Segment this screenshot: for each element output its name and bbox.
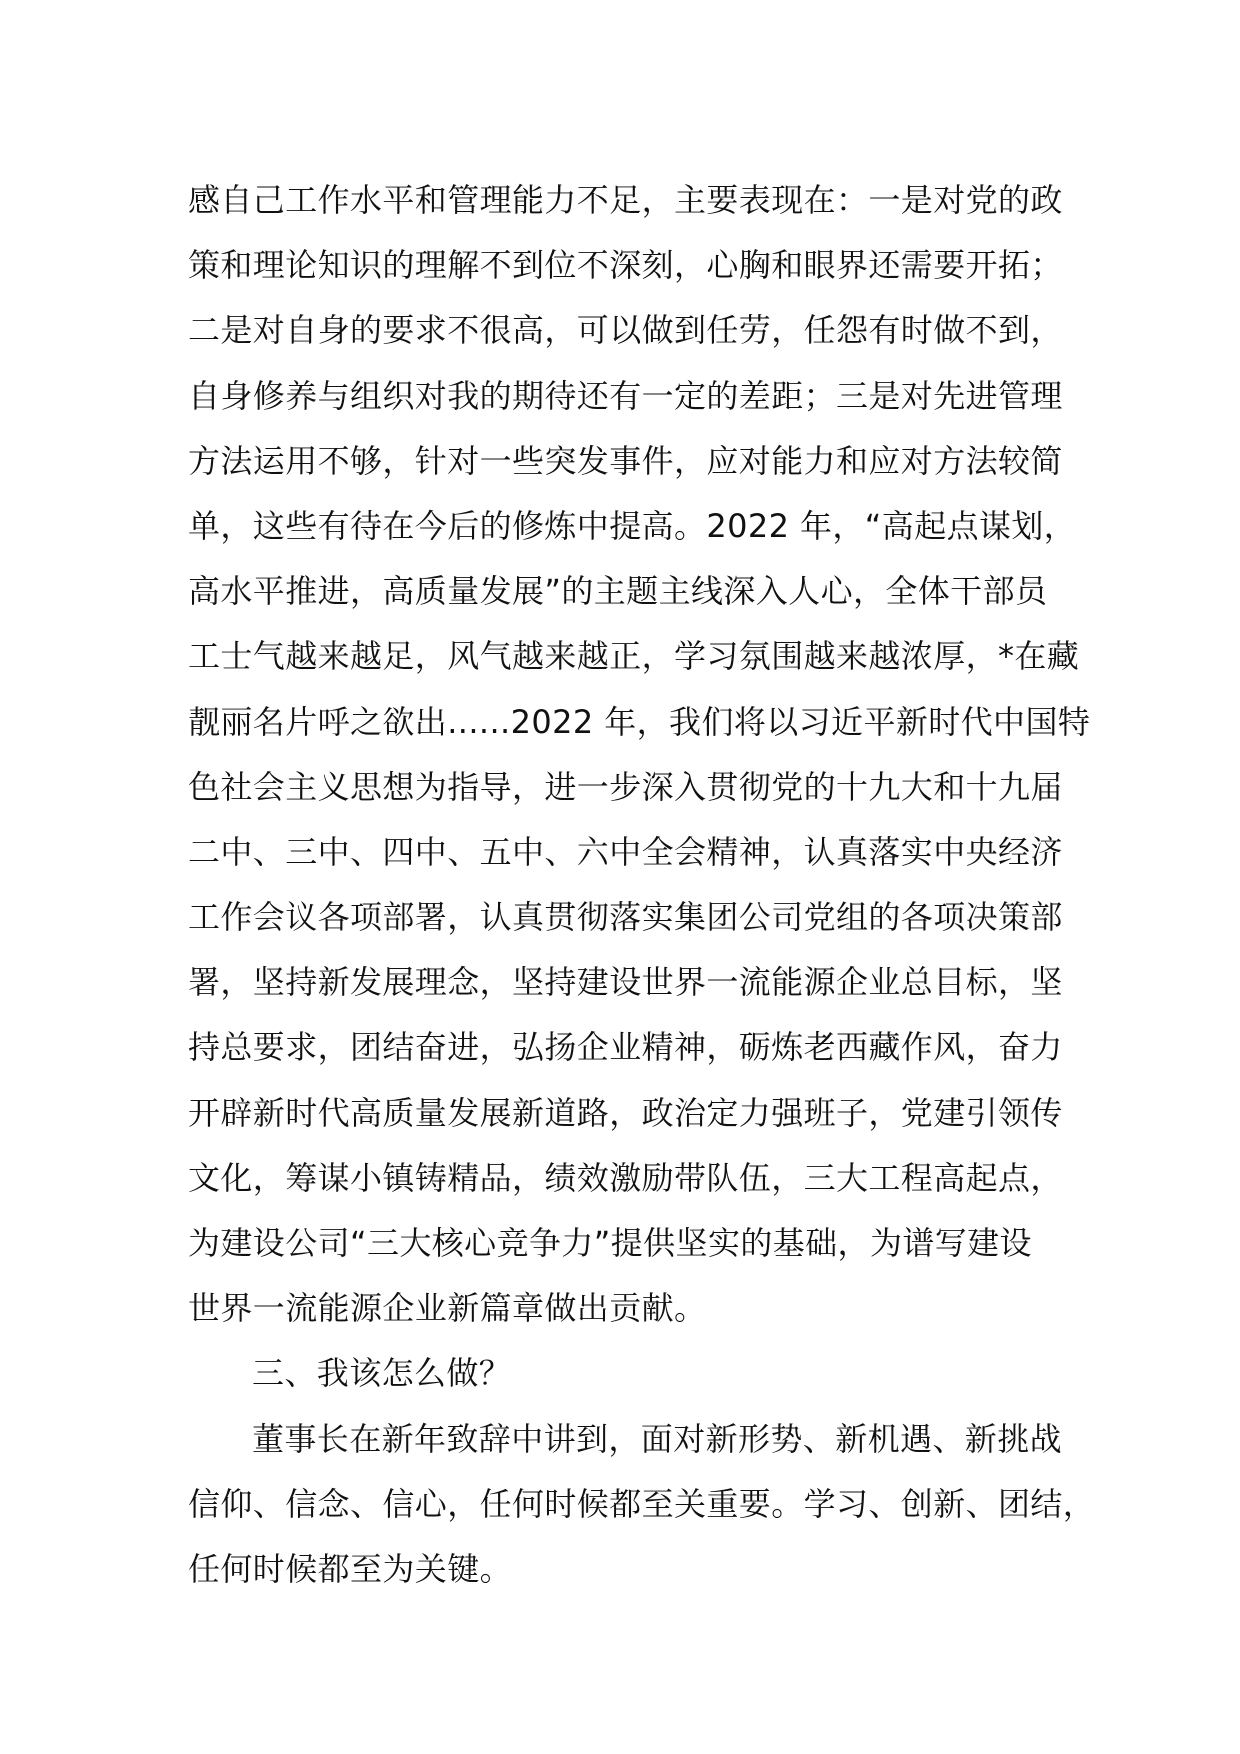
text-line: 董事长在新年致辞中讲到，面对新形势、新机遇、新挑战 [252, 1419, 1063, 1458]
text-line: 二是对自身的要求不很高，可以做到任劳，任怨有时做不到， [188, 311, 1063, 350]
text-line: 工作会议各项部署，认真贯彻落实集团公司党组的各项决策部 [188, 898, 1063, 937]
text-line: 策和理论知识的理解不到位不深刻，心胸和眼界还需要开拓； [188, 246, 1063, 285]
text-line: 世界一流能源企业新篇章做出贡献。 [188, 1289, 707, 1328]
text-line: 署，坚持新发展理念，坚持建设世界一流能源企业总目标，坚 [188, 963, 1063, 1002]
text-line: 信仰、信念、信心，任何时候都至关重要。学习、创新、团结， [188, 1484, 1096, 1523]
text-line: 二中、三中、四中、五中、六中全会精神，认真落实中央经济 [188, 832, 1063, 871]
text-line: 色社会主义思想为指导，进一步深入贯彻党的十九大和十九届 [188, 767, 1063, 806]
text-line: 靓丽名片呼之欲出......2022 年，我们将以习近平新时代中国特 [188, 702, 1091, 741]
text-line: 任何时候都至为关键。 [188, 1549, 513, 1588]
text-line: 文化，筹谋小镇铸精品，绩效激励带队伍，三大工程高起点， [188, 1158, 1063, 1197]
text-line: 工士气越来越足，风气越来越正，学习氛围越来越浓厚，*在藏 [188, 637, 1080, 676]
text-line: 开辟新时代高质量发展新道路，政治定力强班子，党建引领传 [188, 1093, 1063, 1132]
text-line: 高水平推进，高质量发展”的主题主线深入人心，全体干部员 [188, 572, 1048, 611]
text-line: 方法运用不够，针对一些突发事件，应对能力和应对方法较简 [188, 441, 1063, 480]
text-line: 持总要求，团结奋进，弘扬企业精神，砺炼老西藏作风，奋力 [188, 1028, 1063, 1067]
body-text [188, 168, 1096, 1602]
section-heading: 三、我该怎么做？ [252, 1354, 512, 1393]
text-line: 感自己工作水平和管理能力不足，主要表现在：一是对党的政 [188, 181, 1063, 219]
text-line: 自身修养与组织对我的期待还有一定的差距；三是对先进管理 [188, 376, 1063, 415]
text-line: 单，这些有待在今后的修炼中提高。2022 年，“高起点谋划， [188, 506, 1077, 545]
text-line: 为建设公司“三大核心竞争力”提供坚实的基础，为谱写建设 [188, 1224, 1032, 1262]
